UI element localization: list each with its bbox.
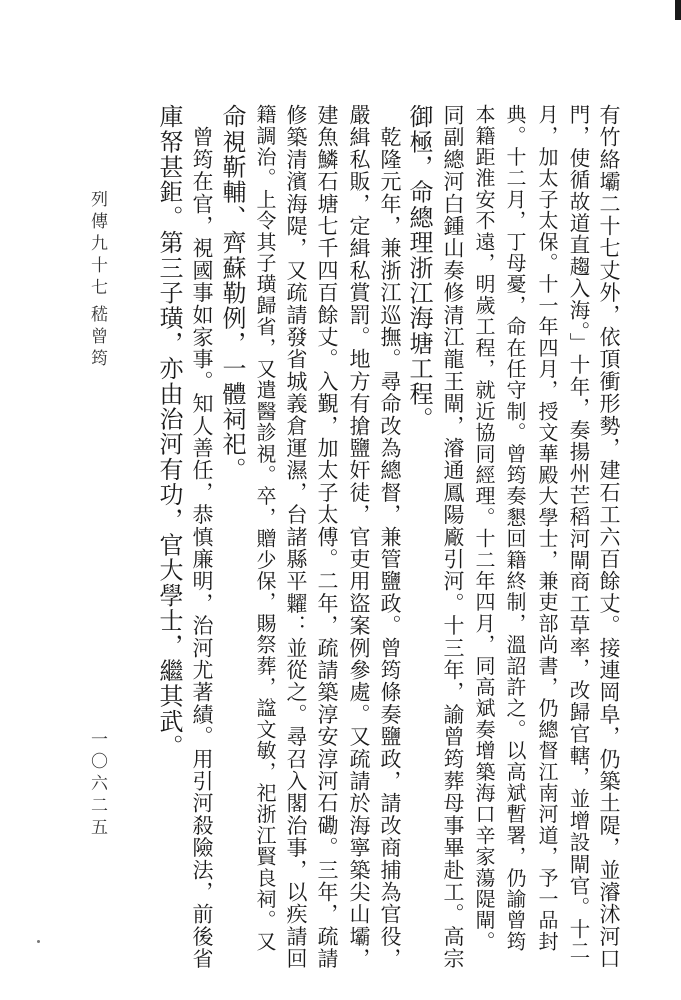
- text-column-1: 有竹絡壩二十七丈外，依頂衝形勢，建石工六百餘丈。接連岡阜，仍築土隄，並濬沭河口: [597, 104, 621, 970]
- text-column-10: 建魚鱗石塘七千四百餘丈。入覲，加太子太傅。二年，疏請築淳安淳河石磡。三年，疏請: [315, 104, 339, 970]
- scan-edge-mark: [675, 0, 681, 20]
- text-column-7: 御極，命總理浙江海塘工程。: [405, 104, 433, 432]
- text-column-13: 命視靳輔、齊蘇勒例，一體祠祀。: [218, 104, 246, 482]
- text-column-11: 修築清濱海隄，又疏請發省城義倉運濕，台諸縣平糶：並從之。尋召入閣治事，以疾請回: [284, 104, 308, 970]
- text-column-3: 月，加太子太保。十一年四月，授文華殿大學士，兼吏部尚書，仍總督江南河道，予一品封: [535, 104, 559, 952]
- running-header-title: 列傳九十七: [87, 190, 107, 300]
- text-column-15: 庫帑甚鉅。第三子璜，亦由治河有功，官大學士，繼其武。: [155, 104, 183, 760]
- text-column-12: 籍調治。上令其子璜歸省，又遣醫診視。卒，贈少保，賜祭葬，諡文敏，祀浙江賢良祠。又: [253, 104, 277, 952]
- text-column-9: 嚴緝私販，定緝私賞罰。地方有搶鹽奸徒，官吏用盜案例參處。又疏請於海寧築尖山壩，: [347, 104, 371, 970]
- text-column-2: 門，使循故道直趨入海。」十年，奏揚州芒稻河閘商工草率，改歸官轄，並增設閘官。十二: [566, 104, 590, 962]
- text-column-8: 乾隆元年，兼浙江巡撫。尋命改為總督，兼管鹽政。曾筠條奏鹽政，請改商捕為官役，: [378, 104, 402, 970]
- text-column-5: 本籍距淮安不遠，明歲工程，就近協同經理。十二年四月，同高斌奏增築海口辛家蕩隄閘。: [472, 104, 496, 952]
- scan-speck: [37, 940, 40, 943]
- text-column-14: 曾筠在官，視國事如家事。知人善任，恭慎廉明，治河尤著績。用引河殺險法，前後省: [190, 104, 214, 970]
- running-header-subject: 嵇曾筠: [87, 305, 107, 371]
- text-column-4: 典。十二月，丁母憂，命在任守制。曾筠奏懇回籍終制，溫詔許之。以高斌暫署，仍諭曾筠: [503, 104, 527, 952]
- page-number: 一〇六二五: [87, 730, 107, 840]
- text-column-6: 同副總河白鍾山奏修清江龍王閘，濬通鳳陽廠引河。十三年，諭曾筠葬母事畢赴工。高宗: [441, 104, 465, 970]
